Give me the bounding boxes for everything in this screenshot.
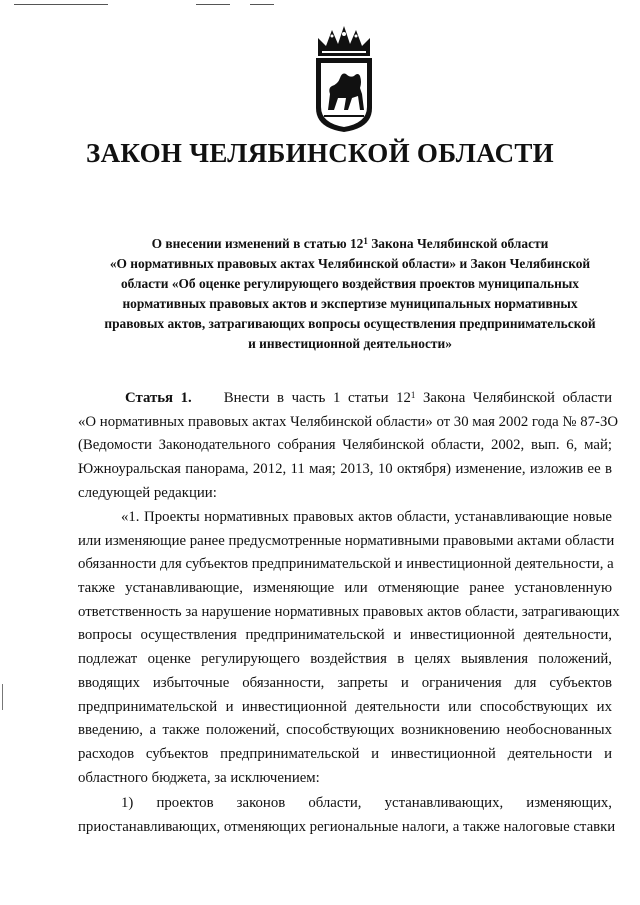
subtitle-line: нормативных правовых актов и экспертизе муниципальных нормативных [122, 296, 578, 311]
scan-artifact-line [14, 4, 108, 5]
text-line: введению, а также положений, способствующих возникновению необоснованных [78, 722, 612, 739]
subtitle-line: и инвестиционной деятельности» [248, 336, 452, 351]
subtitle-line: области «Об оценке регулирующего воздействия проектов муниципальных [120, 276, 580, 291]
article-label: Статья 1. [125, 390, 192, 406]
scan-artifact-line [250, 4, 274, 5]
article-1-first-line: Статья 1. Внести в часть 1 статьи $12^1$ Закона Челябинской области [125, 390, 612, 406]
scan-artifact-line [196, 4, 230, 5]
text-line: вопросы осуществления предпринимательской и инвестиционной деятельности, [78, 627, 612, 644]
text-line: обязанности для субъектов предпринимательской и инвестиционной деятельности, а [78, 556, 614, 573]
text-line: расходов субъектов предпринимательской и инвестиционной деятельности и [78, 745, 612, 762]
text-line: подлежат оценке регулирующего воздействия в целях выявления положений, [78, 651, 612, 668]
text-line: «О нормативных правовых актах Челябинской области» от 30 мая 2002 года № 87-ЗО [78, 413, 619, 430]
text-line: «1. Проекты нормативных правовых актов области, устанавливающие новые [121, 509, 612, 525]
text-line: 1) проектов законов области, устанавливающих, изменяющих, [121, 795, 612, 811]
subtitle-line: «О нормативных правовых актах Челябинской области» и Закон Челябинской [109, 256, 591, 271]
subtitle-line: О внесении изменений в статью $12^1$ Закона Челябинской области [151, 236, 549, 251]
text-line: (Ведомости Законодательного собрания Челябинской области, 2002, вып. 6, май; [78, 437, 612, 454]
text-line: следующей редакции: [78, 484, 217, 501]
item-1 [78, 792, 616, 839]
text-line: областного бюджета, за исключением: [78, 769, 320, 786]
article-1 [78, 387, 619, 505]
text-line: Южноуральская панорама, 2012, 11 мая; 2013, 10 октября) изменение, изложив ее в [78, 461, 612, 478]
text-line: ответственность за нарушение нормативных правовых актов области, затрагивающих [78, 603, 620, 620]
scan-artifact-line [2, 684, 3, 710]
text-line: также устанавливающие, изменяющие или отменяющие ранее установленную [78, 580, 612, 597]
paragraph-1 [78, 506, 620, 790]
law-subtitle [84, 234, 616, 354]
coat-of-arms-emblem [312, 24, 376, 134]
text-line: вводящих избыточные обязанности, запреты и ограничения для субъектов [78, 674, 612, 691]
law-title: ЗАКОН ЧЕЛЯБИНСКОЙ ОБЛАСТИ [86, 138, 554, 168]
text-line: приостанавливающих, отменяющих региональные налоги, а также налоговые ставки [78, 818, 616, 835]
text-line: или изменяющие ранее предусмотренные нормативными правовыми актами области [78, 532, 615, 549]
text-line: предпринимательской и инвестиционной деятельности или способствующих их [78, 698, 612, 715]
subtitle-line: правовых актов, затрагивающих вопросы осуществления предпринимательской [104, 316, 596, 331]
